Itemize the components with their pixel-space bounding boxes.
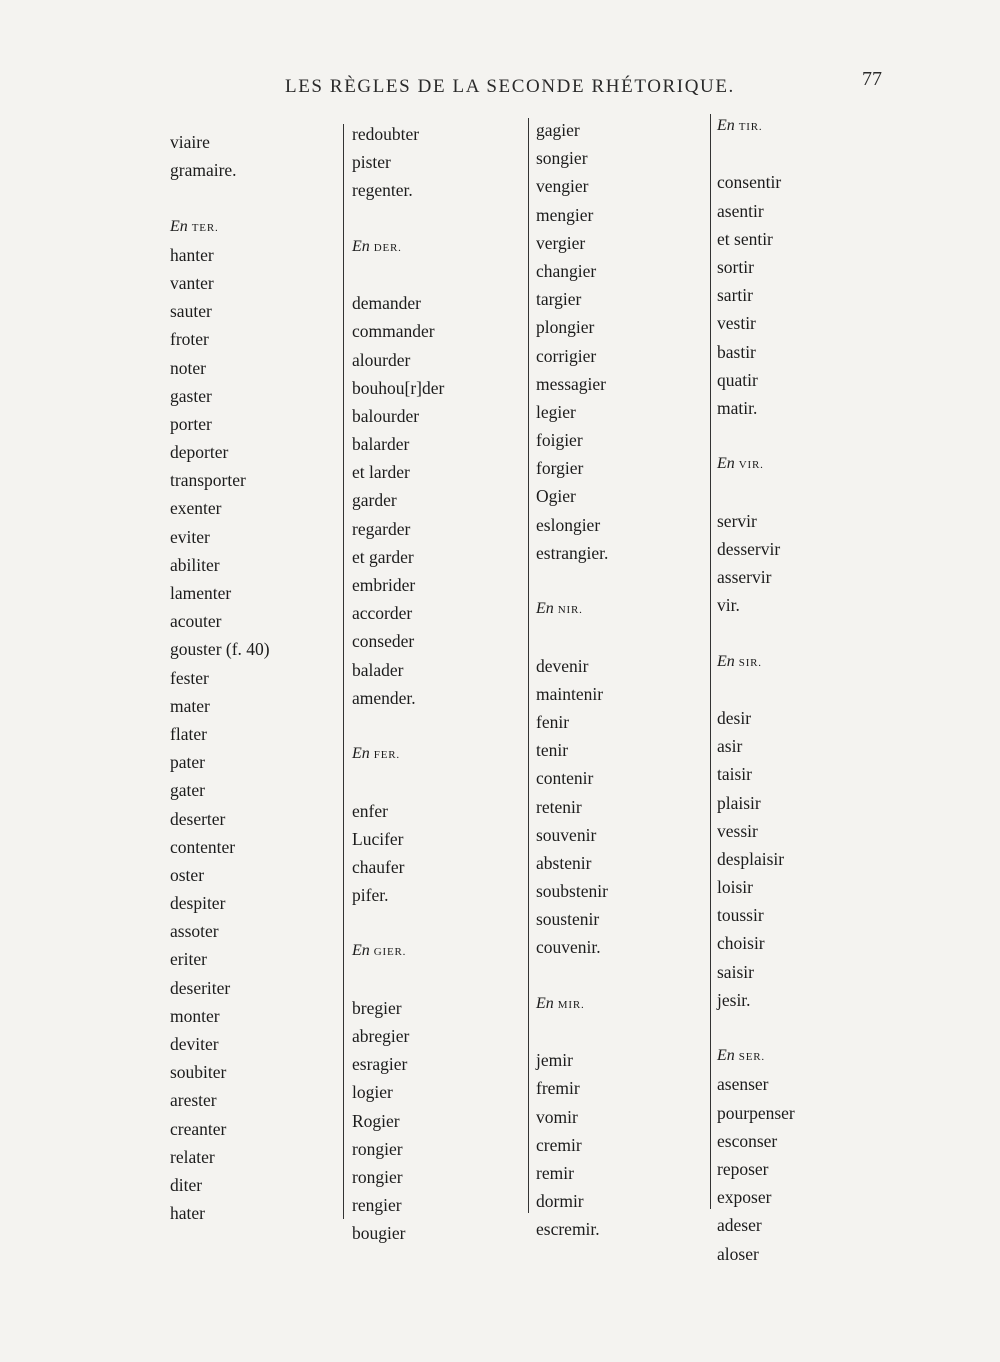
word-entry: exenter xyxy=(170,498,222,519)
heading-suffix: NIR. xyxy=(557,604,583,617)
word-entry: targier xyxy=(536,289,582,310)
word-entry: soubstenir xyxy=(536,881,608,902)
heading-suffix: VIR. xyxy=(738,459,764,472)
blank-line xyxy=(536,567,608,595)
heading-prefix: En xyxy=(352,237,370,255)
blank-line xyxy=(352,712,444,740)
word-entry: cremir xyxy=(536,1134,582,1155)
word-entry: enfer xyxy=(352,800,388,821)
blank-line xyxy=(352,205,444,233)
word-entry: asservir xyxy=(717,567,772,587)
word-entry: sortir xyxy=(717,256,754,277)
word-entry: noter xyxy=(170,357,206,378)
word-entry: servir xyxy=(717,510,757,531)
blank-line xyxy=(352,909,444,937)
word-column-2 xyxy=(352,120,444,1248)
word-entry: abregier xyxy=(352,1026,410,1046)
word-entry: reposer xyxy=(717,1158,769,1179)
word-entry: asir xyxy=(717,736,743,757)
blank-line xyxy=(717,1014,795,1042)
word-entry: flater xyxy=(170,723,207,744)
heading-prefix: En xyxy=(536,994,554,1012)
word-entry: hanter xyxy=(170,244,214,265)
word-entry: rongier xyxy=(352,1138,403,1159)
word-entry: et sentir xyxy=(717,228,773,249)
word-entry: gaster xyxy=(170,385,212,406)
word-entry: songier xyxy=(536,148,588,169)
word-entry: arester xyxy=(170,1090,217,1111)
word-entry: viaire xyxy=(170,132,210,152)
word-entry: pater xyxy=(170,752,205,773)
heading-prefix: En xyxy=(717,455,735,473)
word-entry: Ogier xyxy=(536,486,576,507)
heading-prefix: En xyxy=(352,942,370,960)
word-entry: pourpenser xyxy=(717,1102,795,1123)
word-entry: consentir xyxy=(717,172,782,193)
word-entry: sauter xyxy=(170,301,212,322)
word-entry: amender. xyxy=(352,687,416,708)
heading-suffix: FER. xyxy=(373,749,400,762)
word-entry: esconser xyxy=(717,1130,778,1151)
word-entry: fenir xyxy=(536,711,570,732)
heading-suffix: SIR. xyxy=(738,656,762,669)
word-entry: deserter xyxy=(170,808,226,829)
word-entry: vanter xyxy=(170,272,214,293)
word-entry: demander xyxy=(352,293,421,314)
word-entry: balourder xyxy=(352,405,420,426)
word-entry: acouter xyxy=(170,611,222,632)
word-entry: conseder xyxy=(352,631,415,652)
word-entry: esragier xyxy=(352,1054,408,1075)
word-entry: adeser xyxy=(717,1215,762,1236)
word-entry: gramaire. xyxy=(170,160,237,181)
section-heading xyxy=(717,450,795,478)
word-entry: taisir xyxy=(717,764,752,785)
page-number: 77 xyxy=(862,68,882,90)
word-entry: fester xyxy=(170,667,209,688)
blank-line xyxy=(717,676,795,704)
word-entry: porter xyxy=(170,413,212,434)
word-entry: vergier xyxy=(536,232,586,253)
word-entry: choisir xyxy=(717,933,765,954)
section-heading xyxy=(170,213,270,241)
word-entry: deseriter xyxy=(170,977,231,998)
word-entry: remir xyxy=(536,1162,574,1183)
blank-line xyxy=(717,478,795,506)
word-entry: accorder xyxy=(352,603,413,624)
word-entry: corrigier xyxy=(536,345,597,366)
section-heading xyxy=(717,1042,795,1070)
heading-suffix: GIER. xyxy=(373,946,407,959)
word-entry: chaufer xyxy=(352,856,405,877)
word-entry: creanter xyxy=(170,1118,227,1139)
word-entry: vengier xyxy=(536,176,589,197)
word-entry: bougier xyxy=(352,1223,406,1244)
word-entry: escremir. xyxy=(536,1219,600,1240)
column-divider xyxy=(343,124,344,1219)
word-entry: desplaisir xyxy=(717,848,785,869)
word-entry: forgier xyxy=(536,458,584,479)
word-entry: gater xyxy=(170,780,205,801)
word-column-1 xyxy=(170,128,270,1227)
word-entry: redoubter xyxy=(352,124,420,144)
word-entry: foigier xyxy=(536,430,583,451)
word-entry: mater xyxy=(170,695,210,716)
word-entry: froter xyxy=(170,329,209,350)
word-entry: rongier xyxy=(352,1166,403,1187)
word-entry: gouster (f. 40) xyxy=(170,639,270,660)
word-entry: asentir xyxy=(717,200,764,221)
word-entry: souvenir xyxy=(536,824,597,845)
column-divider xyxy=(528,118,529,1213)
blank-line xyxy=(536,623,608,651)
word-entry: legier xyxy=(536,401,576,422)
blank-line xyxy=(536,1018,608,1046)
word-entry: toussir xyxy=(717,905,764,926)
heading-suffix: SER. xyxy=(738,1051,765,1064)
word-entry: monter xyxy=(170,1005,220,1026)
word-entry: devenir xyxy=(536,655,589,676)
word-entry: maintenir xyxy=(536,683,604,704)
heading-suffix: DER. xyxy=(373,241,402,254)
word-entry: contenir xyxy=(536,768,594,789)
word-entry: eviter xyxy=(170,526,210,547)
word-entry: despiter xyxy=(170,893,226,914)
heading-suffix: MIR. xyxy=(557,998,585,1011)
blank-line xyxy=(717,140,795,168)
word-entry: tenir xyxy=(536,740,569,761)
word-entry: pifer. xyxy=(352,885,389,906)
word-entry: lamenter xyxy=(170,583,232,603)
word-entry: changier xyxy=(536,260,597,281)
word-entry: desir xyxy=(717,707,752,728)
word-entry: commander xyxy=(352,321,435,342)
heading-prefix: En xyxy=(536,600,554,618)
word-entry: regarder xyxy=(352,518,411,539)
word-entry: bastir xyxy=(717,341,756,362)
word-entry: deporter xyxy=(170,442,229,463)
word-entry: relater xyxy=(170,1146,215,1167)
word-entry: assoter xyxy=(170,921,219,942)
word-entry: transporter xyxy=(170,470,246,491)
word-entry: oster xyxy=(170,864,205,885)
heading-prefix: En xyxy=(717,652,735,670)
word-entry: sartir xyxy=(717,285,753,306)
blank-line xyxy=(352,768,444,796)
section-heading xyxy=(352,937,444,965)
section-heading xyxy=(717,112,795,140)
word-entry: pister xyxy=(352,152,391,173)
word-entry: estrangier. xyxy=(536,542,609,563)
word-entry: bouhou[r]der xyxy=(352,377,445,398)
section-heading xyxy=(536,990,608,1018)
word-entry: deviter xyxy=(170,1034,219,1054)
heading-suffix: TIR. xyxy=(738,121,763,133)
word-entry: dormir xyxy=(536,1191,584,1212)
word-entry: vir. xyxy=(717,595,740,616)
word-entry: rengier xyxy=(352,1195,402,1216)
section-heading xyxy=(717,648,795,676)
word-entry: exposer xyxy=(717,1187,772,1208)
heading-suffix: TER. xyxy=(191,221,219,234)
word-entry: regenter. xyxy=(352,180,413,201)
column-divider xyxy=(710,114,711,1209)
word-entry: logier xyxy=(352,1082,393,1103)
word-entry: embrider xyxy=(352,575,416,595)
word-entry: matir. xyxy=(717,397,758,418)
word-column-4 xyxy=(717,112,795,1268)
word-entry: jemir xyxy=(536,1050,573,1071)
blank-line xyxy=(717,422,795,450)
blank-line xyxy=(170,184,270,212)
section-heading xyxy=(536,595,608,623)
word-entry: retenir xyxy=(536,796,582,817)
word-entry: vessir xyxy=(717,820,758,841)
word-entry: plongier xyxy=(536,317,595,338)
blank-line xyxy=(717,619,795,647)
word-entry: soubiter xyxy=(170,1062,227,1083)
word-entry: desservir xyxy=(717,538,781,559)
blank-line xyxy=(536,962,608,990)
word-entry: plaisir xyxy=(717,792,761,813)
word-entry: et garder xyxy=(352,546,414,567)
heading-prefix: En xyxy=(170,217,188,235)
word-entry: saisir xyxy=(717,961,754,982)
word-entry: abiliter xyxy=(170,554,220,575)
word-entry: contenter xyxy=(170,836,236,857)
word-entry: couvenir. xyxy=(536,937,601,958)
word-entry: balader xyxy=(352,659,404,680)
word-entry: et larder xyxy=(352,462,410,483)
word-entry: Rogier xyxy=(352,1110,400,1131)
word-entry: soustenir xyxy=(536,909,600,930)
word-entry: hater xyxy=(170,1203,205,1224)
word-entry: jesir. xyxy=(717,989,751,1010)
blank-line xyxy=(352,966,444,994)
word-entry: abstenir xyxy=(536,852,592,873)
word-entry: messagier xyxy=(536,373,606,394)
running-title: LES RÈGLES DE LA SECONDE RHÉTORIQUE. xyxy=(285,76,735,97)
heading-prefix: En xyxy=(352,745,370,763)
word-entry: vomir xyxy=(536,1106,578,1127)
word-entry: gagier xyxy=(536,120,580,140)
word-entry: vestir xyxy=(717,313,756,334)
word-column-3 xyxy=(536,116,608,1244)
word-entry: aloser xyxy=(717,1243,759,1264)
word-entry: mengier xyxy=(536,204,594,225)
word-entry: eriter xyxy=(170,949,207,970)
word-entry: alourder xyxy=(352,349,411,370)
word-entry: fremir xyxy=(536,1078,580,1099)
word-entry: garder xyxy=(352,490,397,511)
word-entry: eslongier xyxy=(536,514,601,535)
word-entry: asenser xyxy=(717,1074,769,1095)
section-heading xyxy=(352,233,444,261)
word-entry: Lucifer xyxy=(352,828,404,849)
word-entry: quatir xyxy=(717,369,758,390)
heading-prefix: En xyxy=(717,117,735,134)
section-heading xyxy=(352,740,444,768)
word-entry: loisir xyxy=(717,877,753,898)
heading-prefix: En xyxy=(717,1047,735,1065)
word-entry: diter xyxy=(170,1174,203,1195)
word-entry: balarder xyxy=(352,434,410,455)
blank-line xyxy=(352,261,444,289)
word-entry: bregier xyxy=(352,997,402,1018)
